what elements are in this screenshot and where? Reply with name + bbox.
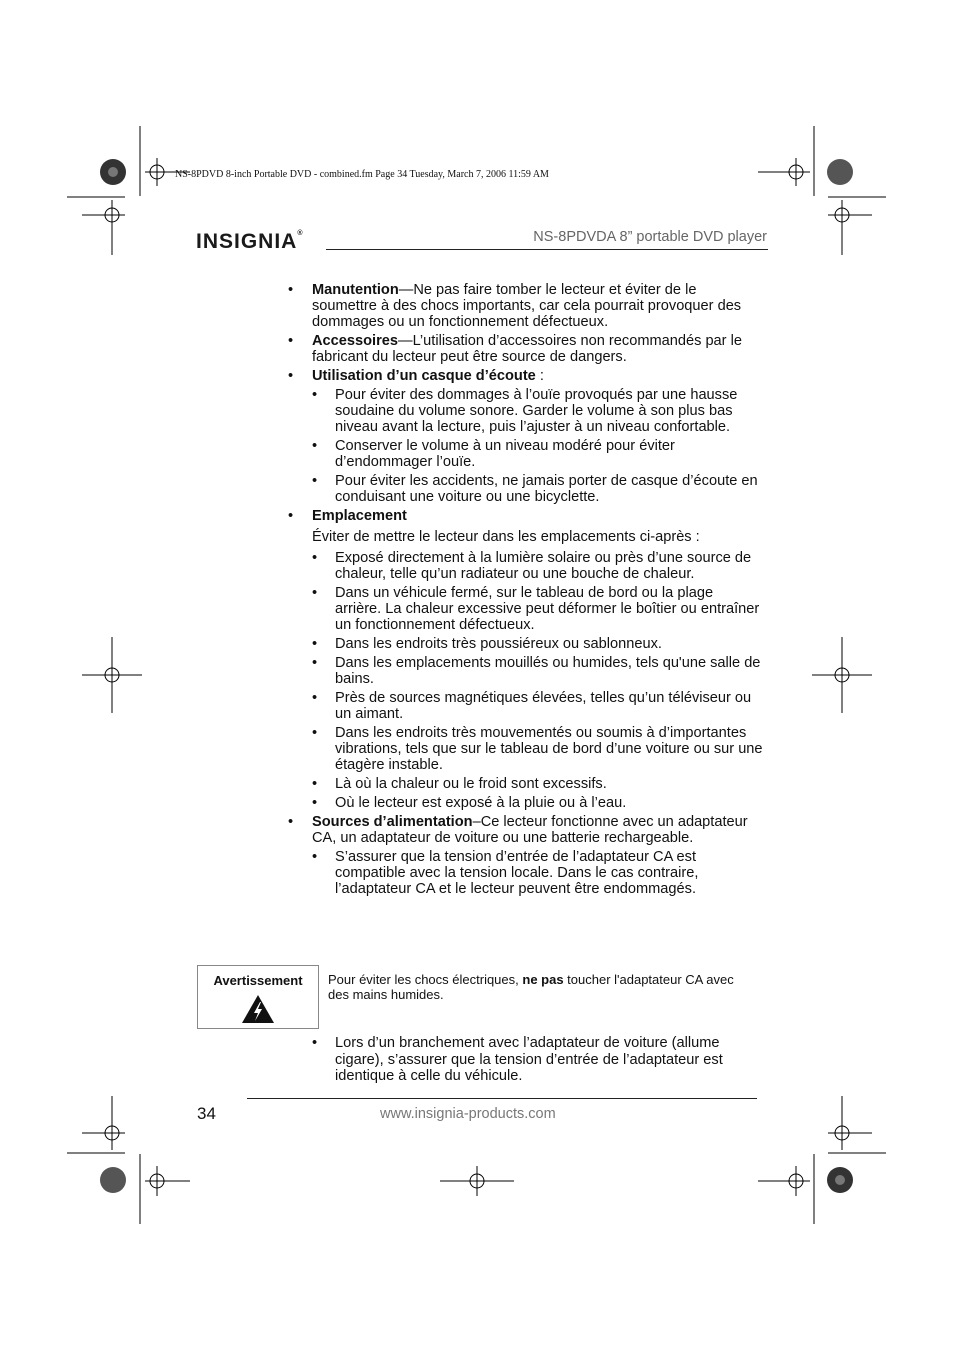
sub-item: • Exposé directement à la lumière solaire ou près d’une source de chaleur, telle qu’un radiateur ou une bouche de chaleur.: [312, 550, 763, 582]
warning-label: Avertissement: [213, 973, 303, 988]
sub-item: • Pour éviter les accidents, ne jamais porter de casque d’écoute en conduisant une voiture ou une bicyclette.: [312, 473, 763, 505]
list-item-accessories: • Accessoires—L’utilisation d’accessoires non recommandés par le fabricant du lecteur peut être source de dangers.: [288, 333, 763, 365]
main-content: [288, 282, 763, 900]
list-item-handling: • Manutention—Ne pas faire tomber le lecteur et éviter de le soumettre à des chocs importants, car cela pourrait provoquer des dommages ou un fonctionnement défectueux.: [288, 282, 763, 330]
warning-text: Pour éviter les chocs électriques, ne pas toucher l'adaptateur CA avec des mains humides.: [328, 972, 734, 1002]
header-product-title: NS-8PDVDA 8” portable DVD player: [533, 229, 767, 245]
electric-shock-warning-icon: [241, 994, 275, 1024]
list-item-location: • Emplacement: [288, 508, 763, 524]
footer-rule: [247, 1098, 757, 1099]
page-number: 34: [197, 1104, 216, 1123]
sub-item: • Dans les emplacements mouillés ou humides, tels qu'une salle de bains.: [312, 655, 763, 687]
brand-logo: INSIGNIA®: [196, 230, 304, 253]
after-warning-list: [312, 1032, 764, 1088]
location-intro: Éviter de mettre le lecteur dans les emplacements ci-après :: [312, 529, 700, 545]
sub-item: • Près de sources magnétiques élevées, telles qu’un téléviseur ou un aimant.: [312, 690, 763, 722]
file-slug: NS-8PDVD 8-inch Portable DVD - combined.fm Page 34 Tuesday, March 7, 2006 11:59 AM: [175, 169, 549, 180]
sub-item: • Conserver le volume à un niveau modéré pour éviter d’endommager l’ouïe.: [312, 438, 763, 470]
sub-item: • S’assurer que la tension d’entrée de l’adaptateur CA est compatible avec la tension locale. Dans le cas contraire, l’adaptateur CA et le lecteur peuvent être endommagés.: [312, 849, 763, 897]
sub-item: • Dans les endroits très mouvementés ou soumis à d’importantes vibrations, tels que sur le tableau de bord d’une voiture ou sur une étagère instable.: [312, 725, 763, 773]
sub-item: • Dans un véhicule fermé, sur le tableau de bord ou la plage arrière. La chaleur excessive peut déformer le boîtier ou entraîner un fonctionnement défectueux.: [312, 585, 763, 633]
brand-logo-text: INSIGNIA: [196, 230, 298, 253]
footer-url: www.insignia-products.com: [380, 1106, 556, 1122]
list-item-headphones: • Utilisation d’un casque d’écoute :: [288, 368, 763, 384]
header-rule: [326, 249, 768, 250]
sub-item: • Lors d’un branchement avec l’adaptateur de voiture (allume cigare), s’assurer que la tension d’entrée de l’adaptateur est identique à celle du véhicule.: [312, 1035, 764, 1085]
warning-box: [197, 965, 319, 1029]
sub-item: • Là où la chaleur ou le froid sont excessifs.: [312, 776, 763, 792]
sub-item: • Dans les endroits très poussiéreux ou sablonneux.: [312, 636, 763, 652]
list-item-power: • Sources d’alimentation–Ce lecteur fonctionne avec un adaptateur CA, un adaptateur de voiture ou une batterie rechargeable.: [288, 814, 763, 846]
sub-item: • Où le lecteur est exposé à la pluie ou à l’eau.: [312, 795, 763, 811]
sub-item: • Pour éviter des dommages à l’ouïe provoqués par une hausse soudaine du volume sonore. Garder le volume à son plus bas niveau avant la lecture, puis l’ajuster à un niveau confortable.: [312, 387, 763, 435]
